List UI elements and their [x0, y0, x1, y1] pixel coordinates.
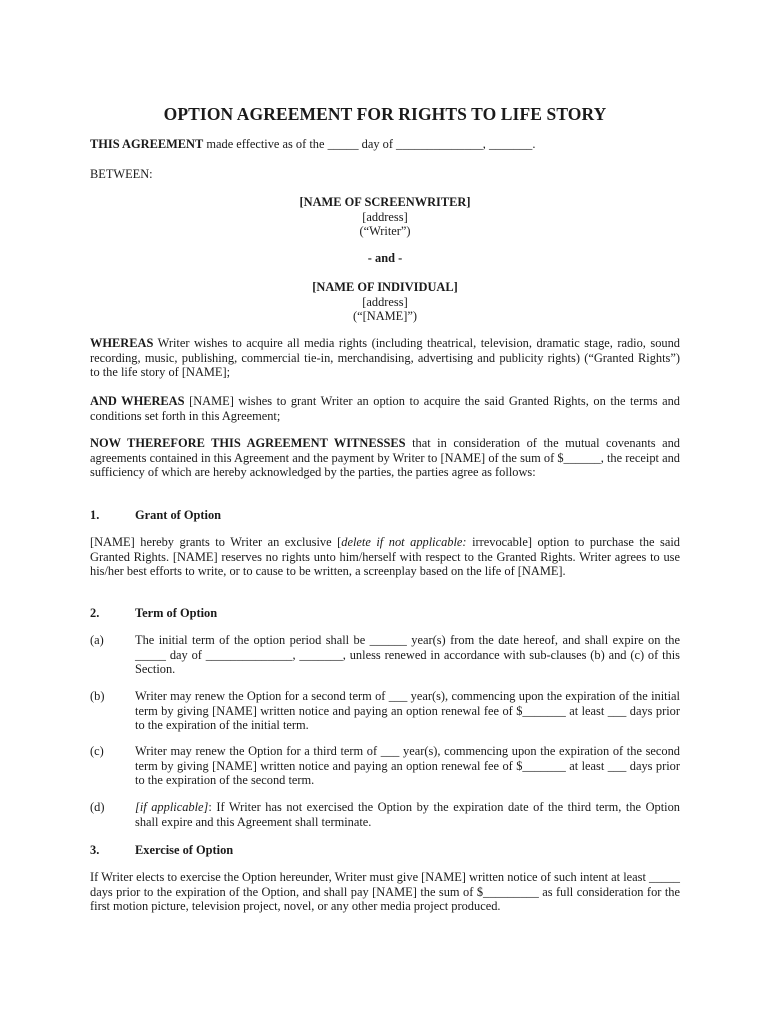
and-text: - and -	[367, 251, 403, 265]
intro-paragraph	[90, 137, 680, 152]
clause-text: Writer may renew the Option for a third term of ___ year(s), commencing upon the expiration of the second term by giving [NAME] written notice and paying an option renewal fee of $_______ at least ___ days prior to the expiration of the second term.	[135, 744, 680, 788]
section1-text-italic: delete if not applicable:	[341, 535, 467, 549]
party1-block	[0, 195, 770, 239]
section1-heading	[90, 508, 680, 523]
section2-heading	[90, 606, 680, 621]
section3-heading	[90, 843, 680, 858]
whereas-bold: WHEREAS	[90, 336, 154, 350]
and-whereas-bold: AND WHEREAS	[90, 394, 185, 408]
clause-italic: [if applicable]	[135, 800, 209, 814]
clause-text: The initial term of the option period shall be ______ year(s) from the date hereof, and shall expire on the _____ day of ______________, _______, unless renewed in accordance with sub-clauses (b) and (c) of this Section.	[135, 633, 680, 677]
party2-alias: (“[NAME]”)	[353, 309, 417, 324]
clause-label: (b)	[90, 689, 105, 703]
and-whereas-paragraph	[90, 394, 680, 423]
and-separator	[0, 251, 770, 266]
section1-title: Grant of Option	[135, 508, 222, 522]
intro-text: made effective as of the _____ day of ______________, _______.	[203, 137, 536, 151]
section1-paragraph	[90, 535, 680, 579]
whereas-paragraph	[90, 336, 680, 380]
clause-label: (d)	[90, 800, 105, 814]
section2-number: 2.	[90, 606, 100, 620]
now-therefore-paragraph	[90, 436, 680, 480]
document-title: OPTION AGREEMENT FOR RIGHTS TO LIFE STORY	[163, 104, 607, 124]
clause-text	[135, 800, 680, 829]
section1-text-a: [NAME] hereby grants to Writer an exclusive [	[90, 535, 342, 549]
section1-text-b: irrevocable] option to purchase the said Granted Rights. [NAME] reserves no rights unto him/herself with respect to the Granted Rights. Writer agrees to use his/her best efforts to write, or to cause to be written, a screenplay based on the life of [NAME].	[90, 535, 681, 579]
clause-text: Writer may renew the Option for a second term of ___ year(s), commencing upon the expiration of the initial term by giving [NAME] written notice and paying an option renewal fee of $_______ at least ___ days prior to the expiration of the initial term.	[135, 689, 680, 733]
whereas-text: Writer wishes to acquire all media rights (including theatrical, television, dramatic stage, radio, sound recording, music, publishing, commercial tie-in, merchandising, advertising and publicity rights) (“Granted Rights”) to the life story of [NAME];	[90, 336, 680, 380]
party2-block	[0, 280, 770, 324]
party1-address: [address]	[362, 209, 408, 224]
clause-text-rest: : If Writer has not exercised the Option by the expiration date of the third term, the Option shall expire and this Agreement shall terminate.	[135, 800, 680, 829]
section2-title: Term of Option	[135, 606, 218, 620]
intro-bold: THIS AGREEMENT	[90, 137, 204, 151]
clause-label: (c)	[90, 744, 104, 758]
between-label: BETWEEN:	[90, 167, 153, 181]
section3-title: Exercise of Option	[135, 843, 234, 857]
party2-name: [NAME OF INDIVIDUAL]	[312, 280, 458, 294]
clause-item	[90, 800, 680, 829]
now-therefore-text: that in consideration of the mutual covenants and agreements contained in this Agreement and the payment by Writer to [NAME] of the sum of $______, the receipt and sufficiency of which are hereby acknowledged by the parties, the parties agree as follows:	[90, 436, 680, 480]
section3-number: 3.	[90, 843, 100, 857]
and-whereas-text: [NAME] wishes to grant Writer an option to acquire the said Granted Rights, on the terms and conditions set forth in this Agreement;	[90, 394, 680, 423]
clause-label: (a)	[90, 633, 104, 647]
clause-item	[90, 744, 680, 788]
clause-item	[90, 689, 680, 733]
now-therefore-bold: NOW THEREFORE THIS AGREEMENT WITNESSES	[90, 436, 406, 450]
clause-item	[90, 633, 680, 677]
party1-name: [NAME OF SCREENWRITER]	[299, 195, 471, 209]
party1-alias: (“Writer”)	[359, 224, 411, 239]
section1-number: 1.	[90, 508, 100, 522]
section3-paragraph: If Writer elects to exercise the Option hereunder, Writer must give [NAME] written notice of such intent at least _____ days prior to the expiration of the Option, and shall pay [NAME] the sum of $_________ as full consideration for the first motion picture, television project, novel, or any other media project produced.	[90, 870, 680, 914]
party2-address: [address]	[362, 294, 408, 309]
